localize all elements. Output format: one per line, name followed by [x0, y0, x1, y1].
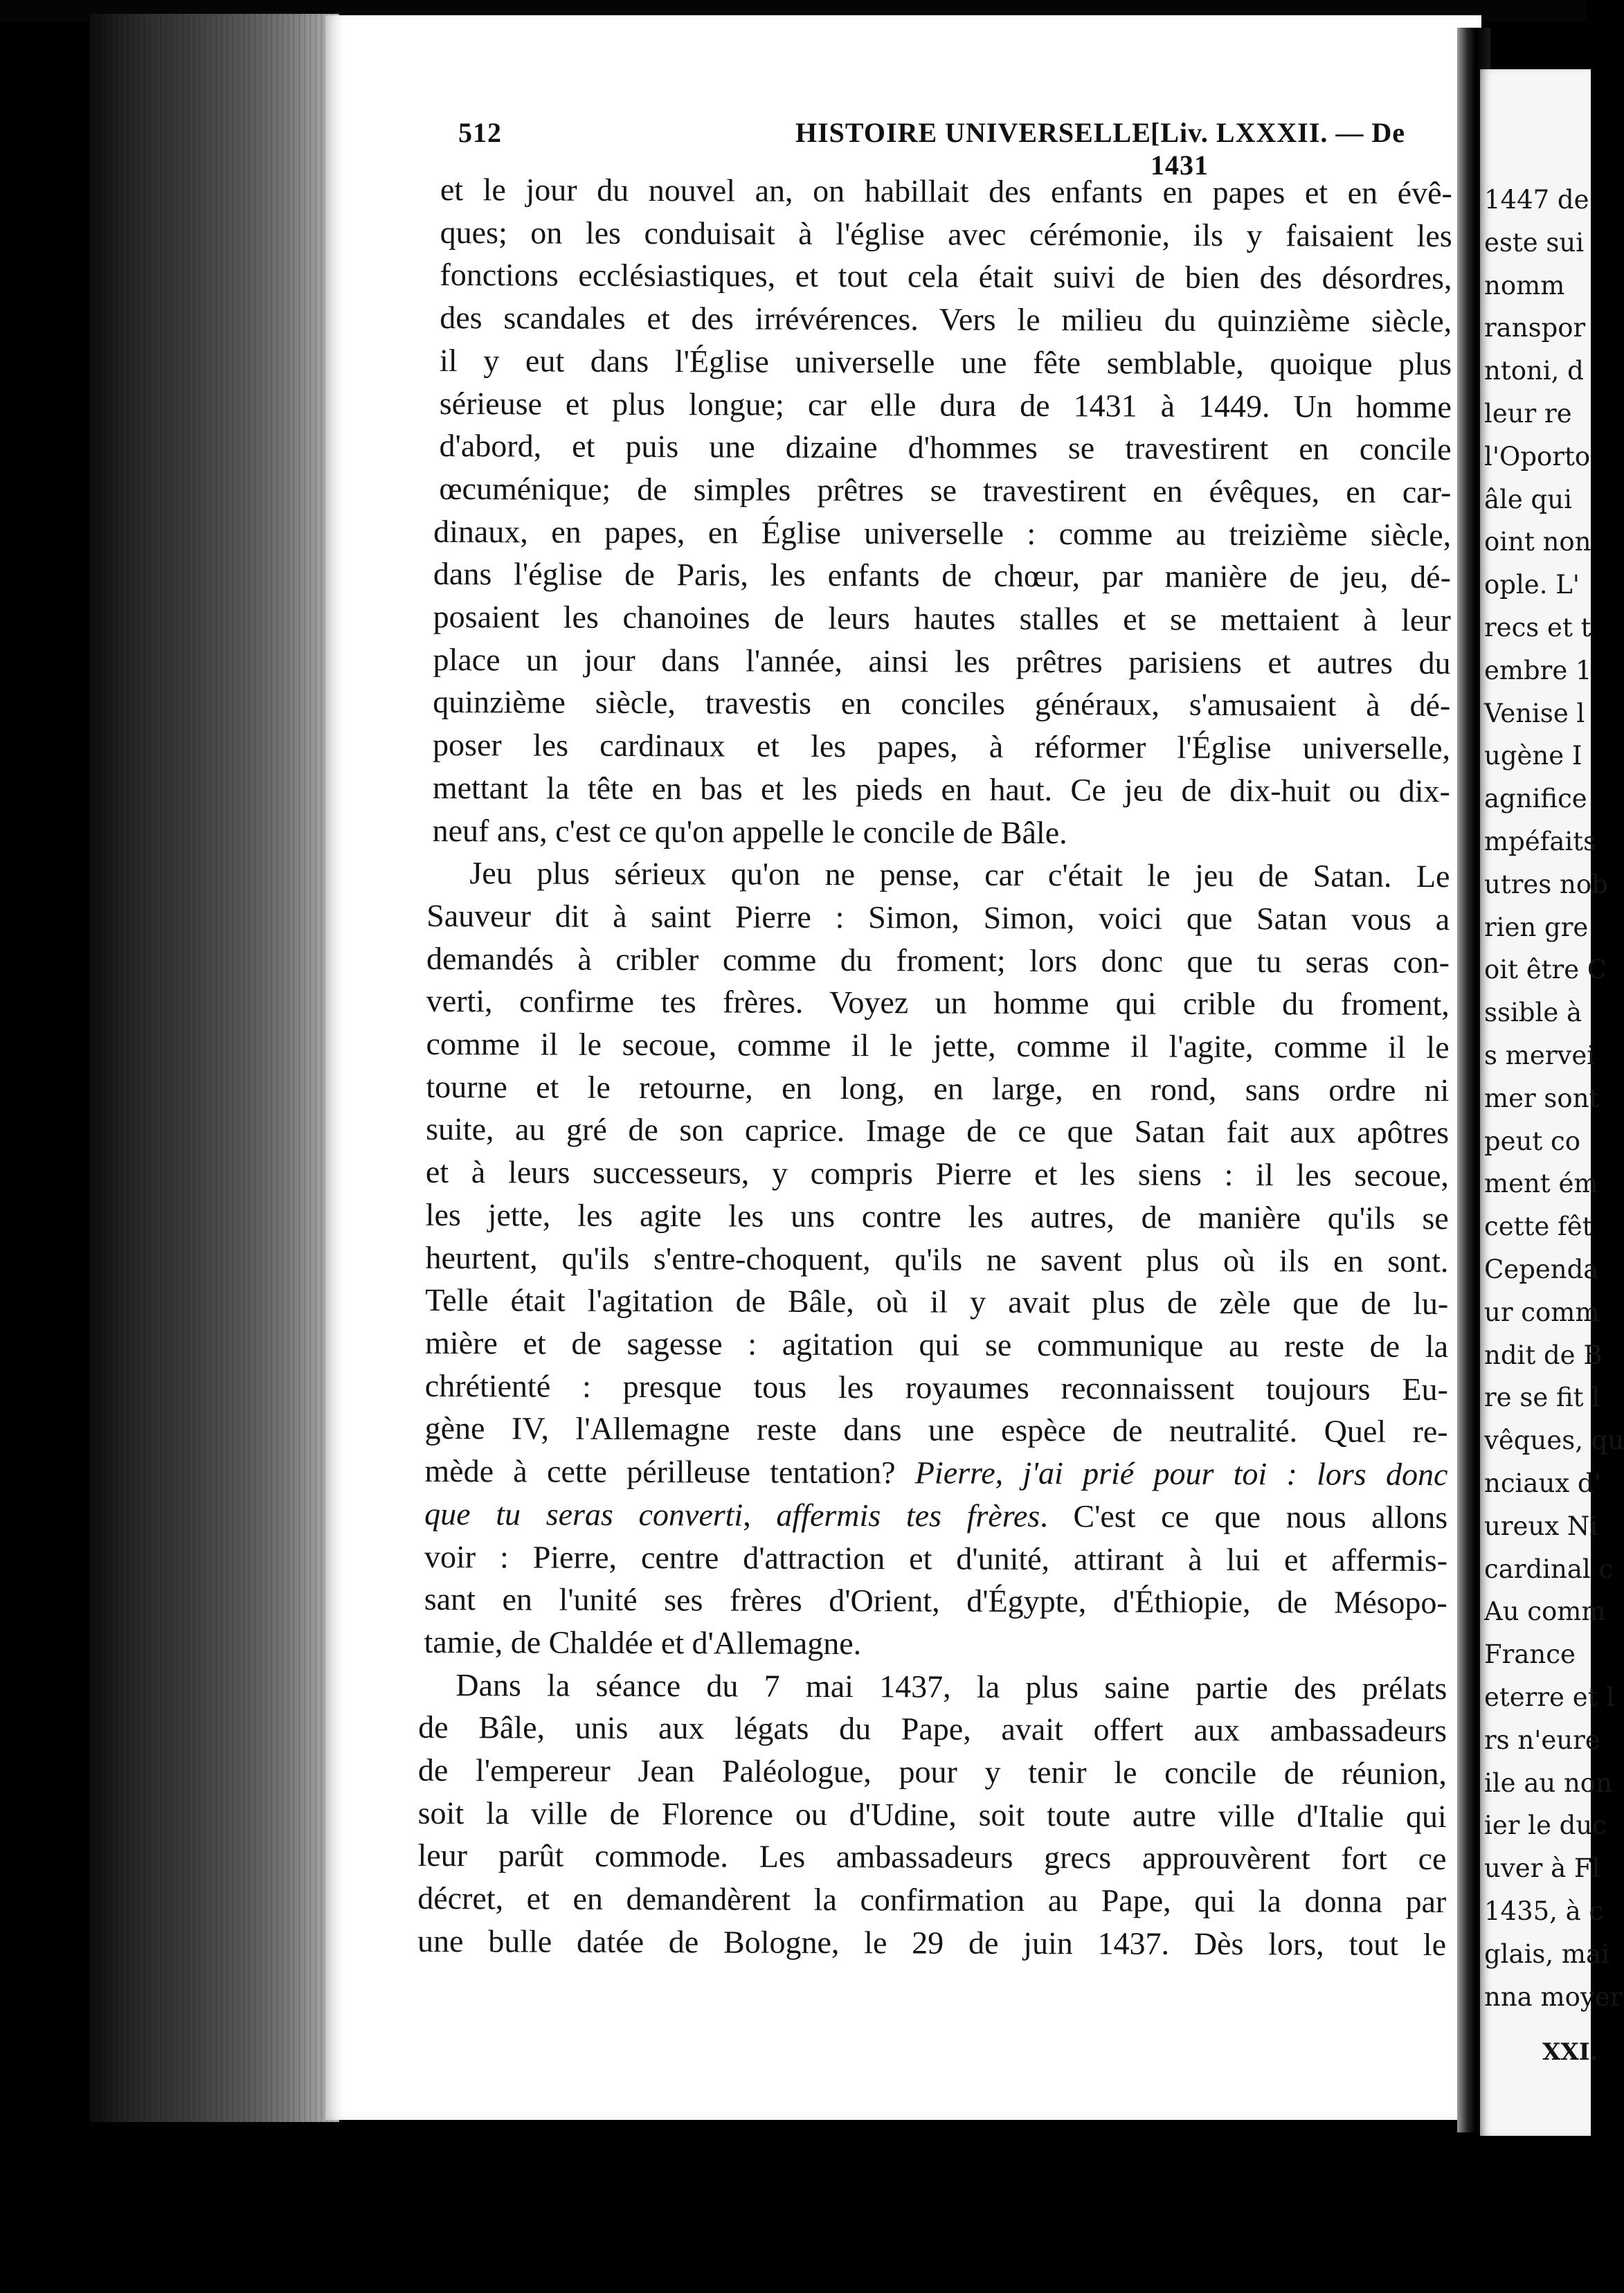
text-line: posaient les chanoines de leurs hautes stalles et se mettaient à leur	[433, 598, 1451, 638]
text-line: il y eut dans l'Église universelle une fête semblable, quoique plus	[439, 342, 1452, 381]
text-line: sérieuse et plus longue; car elle dura de 1431 à 1449. Un homme	[439, 385, 1452, 424]
running-title: HISTOIRE UNIVERSELLE	[795, 117, 1151, 148]
facing-page-line: nomm	[1484, 270, 1565, 300]
facing-page-line: utres nob	[1484, 869, 1608, 899]
facing-page-line: agnifice	[1484, 784, 1587, 814]
facing-page-line: ugène I	[1484, 741, 1582, 771]
text-line: quinzième siècle, travestis en conciles généraux, s'amusaient à dé-	[433, 684, 1451, 723]
page-number: 512	[458, 117, 502, 148]
facing-page-line: rien gre	[1484, 912, 1589, 942]
facing-page-line: rs n'eure	[1484, 1725, 1600, 1755]
facing-page-line: ranspor	[1484, 313, 1586, 343]
text-line: tourne et le retourne, en long, en large, en rond, sans ordre ni	[426, 1068, 1450, 1108]
text-line: tamie, de Chaldée et d'Allemagne.	[424, 1624, 862, 1662]
facing-page-line: mer sont	[1484, 1083, 1600, 1113]
facing-page-line: eterre et l	[1484, 1682, 1615, 1712]
signature-mark: XXI.	[1542, 2038, 1598, 2067]
facing-page-line: ier le duc	[1484, 1810, 1607, 1841]
facing-page-line: 1447 de	[1484, 185, 1589, 215]
facing-page-line: ment ém	[1484, 1169, 1598, 1199]
left-page-edge	[90, 14, 339, 2122]
facing-page-line: Cependa	[1484, 1255, 1599, 1284]
text-line: comme il le secoue, comme il le jette, comme il l'agite, comme il le	[426, 1025, 1450, 1065]
facing-page-line: oit être C	[1484, 955, 1607, 985]
facing-page-line: recs et t	[1484, 613, 1591, 642]
text-line: gène IV, l'Allemagne reste dans une espèce de neutralité. Quel re-	[424, 1410, 1448, 1450]
text-line: dans l'église de Paris, les enfants de chœur, par manière de jeu, dé-	[433, 556, 1452, 595]
text-line: leur parût commode. Les ambassadeurs grecs approuvèrent fort ce	[417, 1837, 1447, 1877]
text-line: d'abord, et puis une dizaine d'hommes se travestirent en concile	[439, 428, 1452, 467]
text-line: des scandales et des irrévérences. Vers le milieu du quinzième siècle,	[440, 300, 1452, 339]
text-line: place un jour dans l'année, ainsi les prêtres parisiens et autres du	[433, 641, 1451, 681]
facing-page-line: leur re	[1484, 399, 1572, 429]
text-line: suite, au gré de son caprice. Image de ce que Satan fait aux apôtres	[426, 1111, 1450, 1151]
text-line: ques; on les conduisait à l'église avec cérémonie, ils y faisaient les	[440, 214, 1452, 253]
text-line: fonctions ecclésiastiques, et tout cela était suivi de bien des désordres,	[440, 257, 1452, 296]
facing-page-line: nna moyer	[1484, 1981, 1623, 2012]
text-line: poser les cardinaux et les papes, à réformer l'Église universelle,	[433, 727, 1451, 766]
facing-page-line: este sui	[1484, 227, 1585, 258]
text-line: œcuménique; de simples prêtres se travestirent en évêques, en car-	[439, 470, 1452, 510]
running-header	[458, 116, 1452, 181]
facing-page-line: France	[1484, 1639, 1576, 1670]
text-line: soit la ville de Florence ou d'Udine, soit toute autre ville d'Italie qui	[417, 1795, 1447, 1834]
chapter-reference: [Liv. LXXXII. — De 1431	[1151, 117, 1406, 181]
text-line: sant en l'unité ses frères d'Orient, d'Égypte, d'Éthiopie, de Mésopo-	[424, 1581, 1447, 1621]
facing-page-line: ile au non	[1484, 1768, 1612, 1798]
facing-page-line: ur comm	[1484, 1297, 1600, 1327]
facing-page-line: nciaux d'	[1484, 1468, 1601, 1498]
facing-page-line: re se fit l	[1484, 1383, 1600, 1413]
text-line: Jeu plus sérieux qu'on ne pense, car c'était le jeu de Satan. Le	[469, 855, 1450, 894]
facing-page-line: Venise l	[1484, 698, 1585, 728]
text-line: dinaux, en papes, en Église universelle : comme au treizième siècle,	[433, 513, 1452, 552]
facing-page-line: oint non	[1484, 527, 1591, 557]
text-line: décret, et en demandèrent la confirmation au Pape, qui la donna par	[417, 1880, 1447, 1920]
text-line: de Bâle, unis aux légats du Pape, avait offert aux ambassadeurs	[418, 1709, 1447, 1749]
facing-page-line: ssible à	[1484, 998, 1582, 1028]
facing-page-line: Au comm	[1484, 1597, 1606, 1627]
text-line: et à leurs successeurs, y compris Pierre et les siens : il les secoue,	[425, 1154, 1450, 1194]
text-line: Dans la séance du 7 mai 1437, la plus saine partie des prélats	[455, 1666, 1447, 1706]
text-line: verti, confirme tes frères. Voyez un homme qui crible du froment,	[426, 983, 1450, 1023]
text-line: neuf ans, c'est ce qu'on appelle le concile de Bâle.	[432, 812, 1067, 850]
facing-page-line: ntoni, d	[1484, 356, 1584, 386]
facing-page-line: âle qui	[1484, 484, 1572, 514]
facing-page-line: ureux Ni	[1484, 1511, 1598, 1541]
facing-page-line: l'Oporto	[1484, 441, 1591, 471]
facing-page-line: uver à Fl	[1484, 1853, 1600, 1884]
facing-page-line: vêques, qu	[1484, 1426, 1624, 1456]
text-line: que tu seras converti, affermis tes frères. C'est ce que nous allons	[424, 1495, 1448, 1535]
text-line: une bulle datée de Bologne, le 29 de juin 1437. Dès lors, tout le	[417, 1923, 1447, 1962]
text-line: et le jour du nouvel an, on habillait des enfants en papes et en évê-	[440, 171, 1452, 211]
text-line: demandés à cribler comme du froment; lors donc que tu seras con-	[426, 940, 1450, 980]
text-line: voir : Pierre, centre d'attraction et d'unité, attirant à lui et affermis-	[424, 1538, 1448, 1578]
facing-page-line: 1435, à c	[1484, 1896, 1604, 1926]
page-body-text	[417, 168, 1452, 1966]
text-line: chrétienté : presque tous les royaumes reconnaissent toujours Eu-	[424, 1367, 1448, 1407]
facing-page-line: peut co	[1484, 1126, 1581, 1156]
text-line: Telle était l'agitation de Bâle, où il y avait plus de zèle que de lu-	[425, 1282, 1449, 1322]
facing-page-line: glais, mai	[1484, 1939, 1609, 1969]
text-line: les jette, les agite les uns contre les autres, de manière qu'ils se	[425, 1196, 1449, 1236]
text-line: mettant la tête en bas et les pieds en haut. Ce jeu de dix-huit ou dix-	[432, 769, 1450, 809]
facing-page-line: cardinal c	[1484, 1554, 1614, 1584]
text-line: Sauveur dit à saint Pierre : Simon, Simon, voici que Satan vous a	[426, 897, 1450, 937]
facing-page-line: embre 1	[1484, 655, 1592, 685]
facing-page-fragment	[1480, 69, 1624, 2136]
facing-page-line: ople. L'	[1484, 570, 1580, 600]
text-line: mède à cette périlleuse tentation? Pierre, j'ai prié pour toi : lors donc	[424, 1453, 1448, 1493]
facing-page-line: mpéfaits	[1484, 827, 1597, 856]
text-line: heurtent, qu'ils s'entre-choquent, qu'ils ne savent plus où ils en sont.	[425, 1239, 1449, 1279]
facing-page-line: cette fêt	[1484, 1212, 1593, 1242]
text-line: mière et de sagesse : agitation qui se communique au reste de la	[424, 1324, 1449, 1365]
facing-page-line: s mervei	[1484, 1041, 1596, 1070]
facing-page-line: ndit de B	[1484, 1340, 1603, 1370]
text-line: de l'empereur Jean Paléologue, pour y tenir le concile de réunion,	[417, 1752, 1447, 1792]
